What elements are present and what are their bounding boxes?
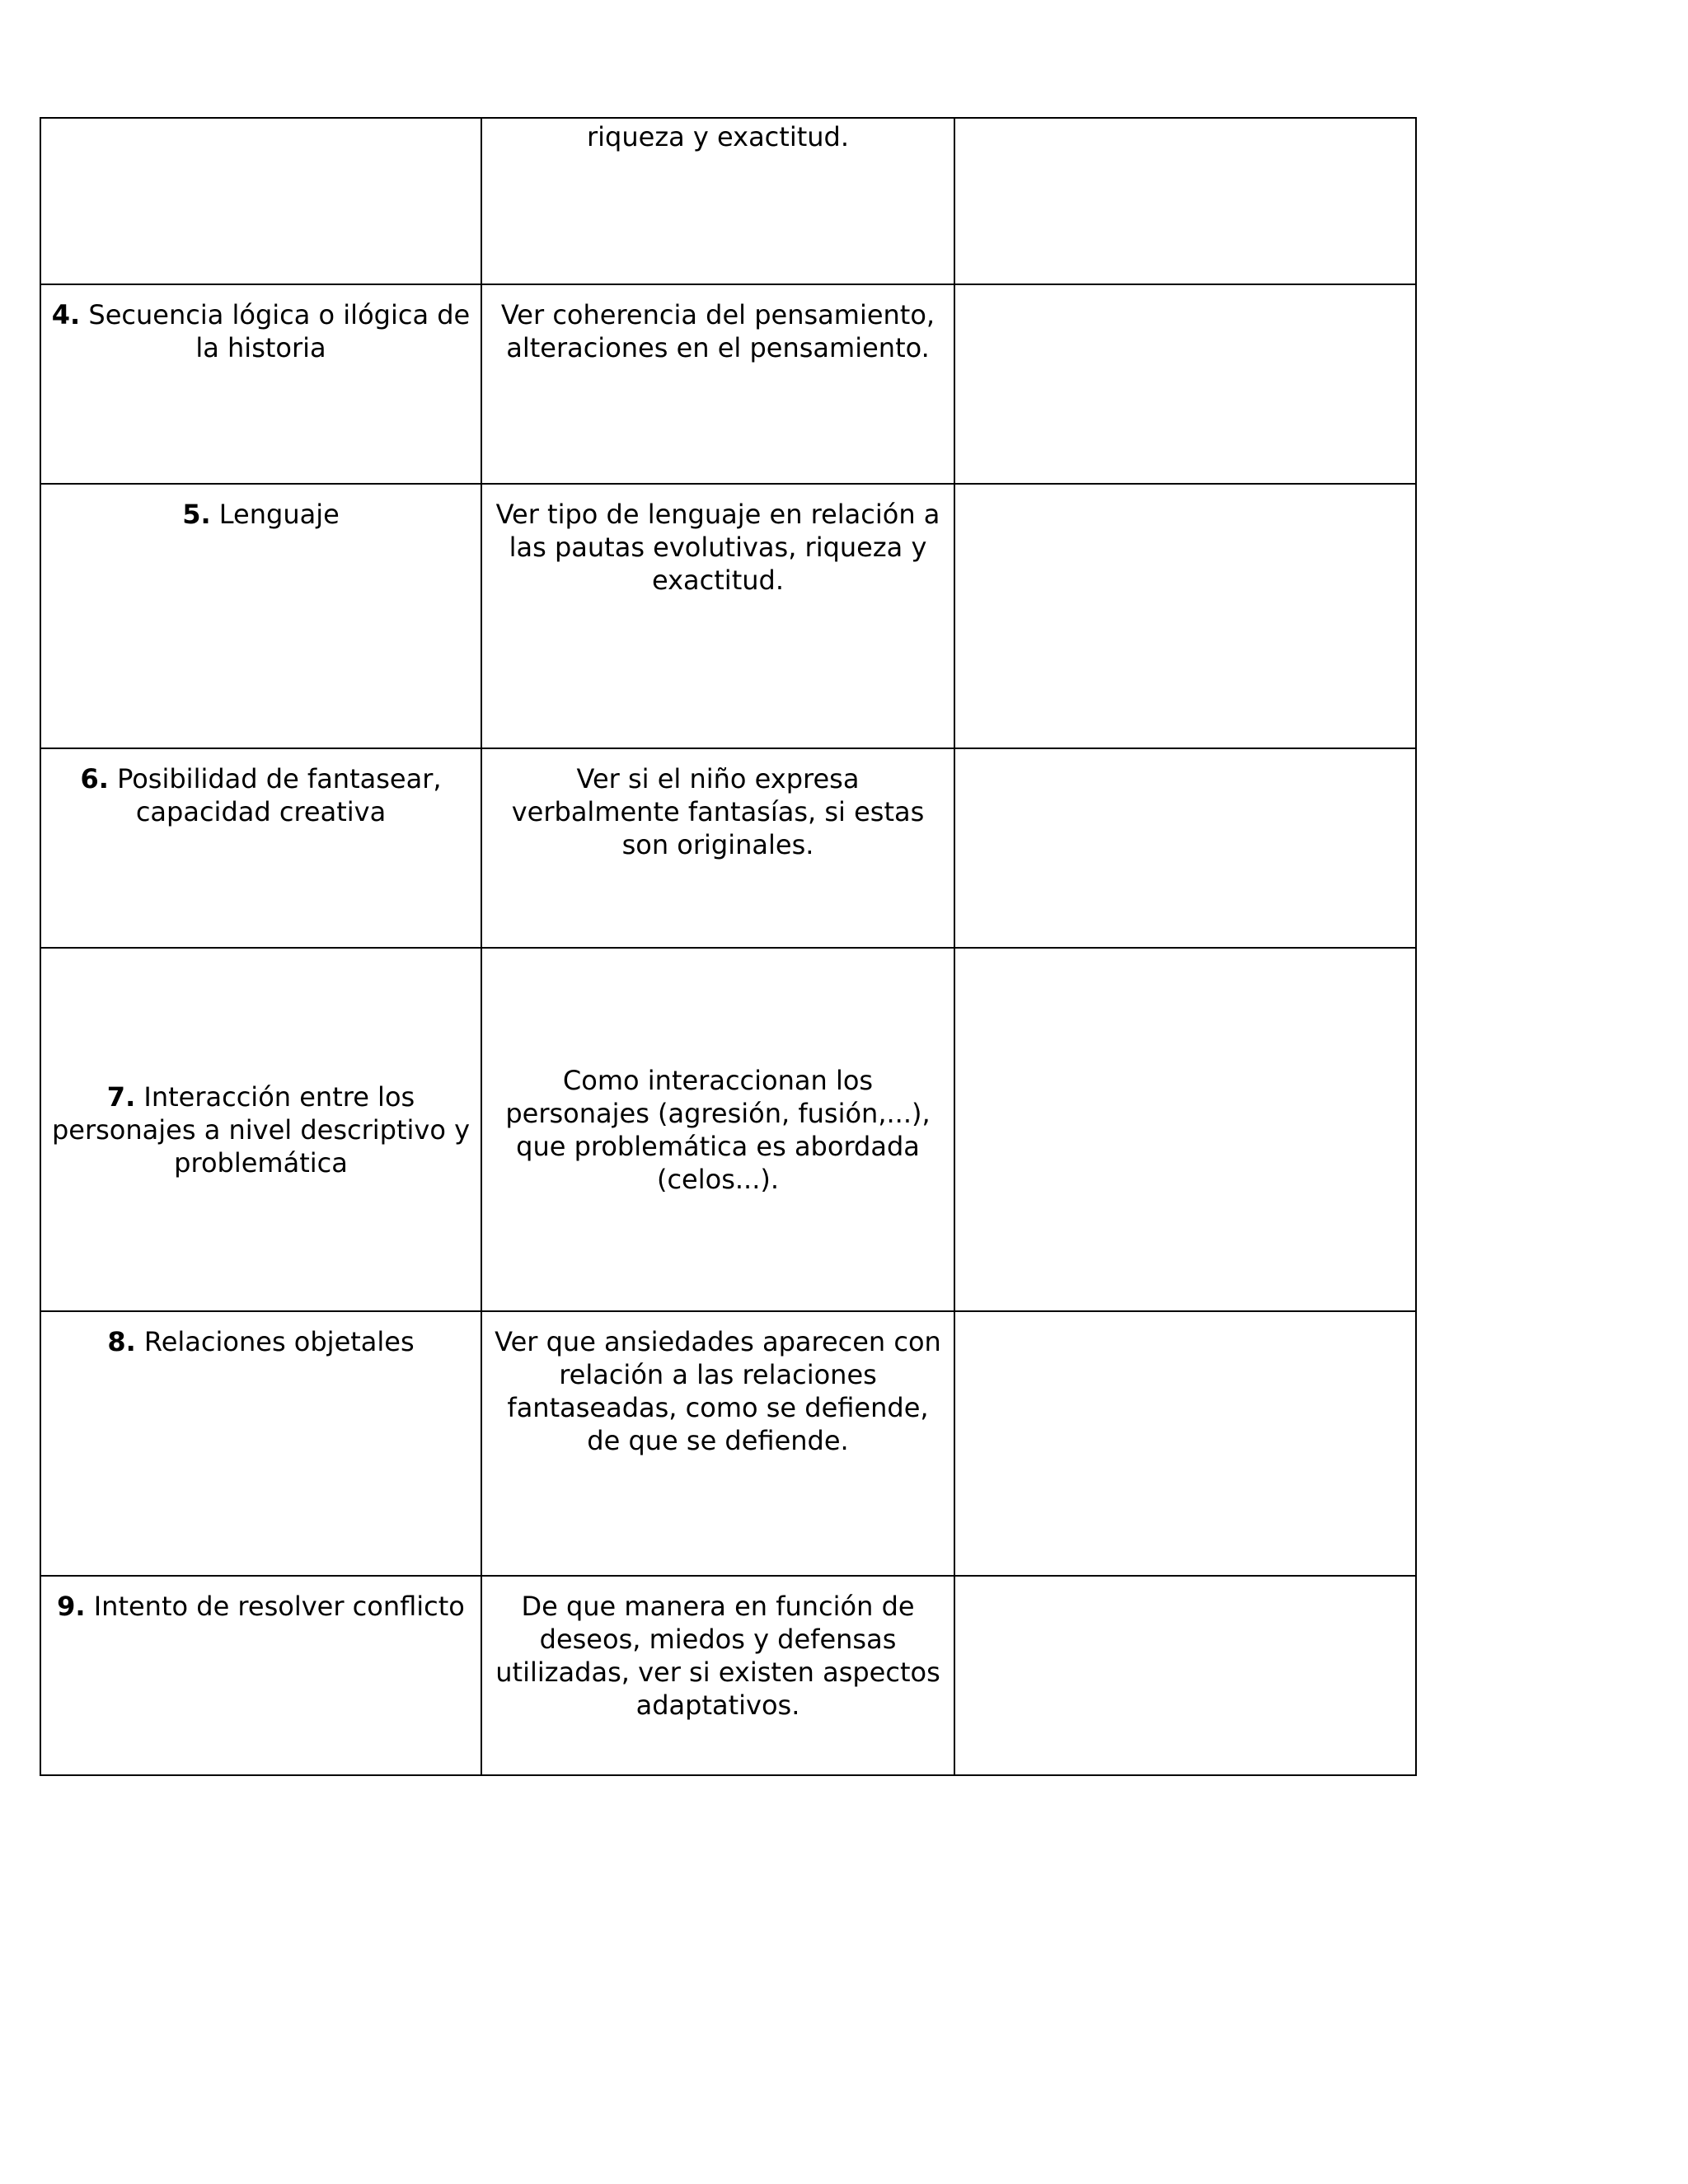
description-text: Ver si el niño expresa verbalmente fantasías, si estas son originales. xyxy=(511,763,925,860)
item-number: 8. xyxy=(107,1326,136,1357)
aspect-text: Interacción entre los personajes a nivel descriptivo y problemática xyxy=(51,1080,471,1179)
aspect-cell xyxy=(40,948,481,1311)
table-row xyxy=(40,484,1416,748)
description-text: riqueza y exactitud. xyxy=(586,121,850,152)
description-cell xyxy=(481,118,954,284)
description-text: Ver que ansiedades aparecen con relación a las relaciones fantaseadas, como se defiende, de que se defiende. xyxy=(495,1326,941,1456)
notes-cell xyxy=(954,1576,1416,1775)
notes-cell xyxy=(954,484,1416,748)
description-cell xyxy=(481,1311,954,1576)
description-cell xyxy=(481,1576,954,1775)
item-number: 5. xyxy=(182,499,211,530)
table-row xyxy=(40,948,1416,1311)
aspect-text: Relaciones objetales xyxy=(143,1326,415,1357)
description-cell xyxy=(481,748,954,948)
aspect-cell xyxy=(40,748,481,948)
aspect-cell xyxy=(40,118,481,284)
notes-cell xyxy=(954,284,1416,484)
aspect-cell xyxy=(40,484,481,748)
description-cell xyxy=(481,484,954,748)
aspect-cell xyxy=(40,1311,481,1576)
description-text: Ver tipo de lenguaje en relación a las pautas evolutivas, riqueza y exactitud. xyxy=(495,499,940,596)
table-row xyxy=(40,1311,1416,1576)
aspect-cell xyxy=(40,1576,481,1775)
item-number: 7. xyxy=(106,1080,136,1113)
aspect-text: Secuencia lógica o ilógica de la historia xyxy=(88,299,471,363)
item-number: 9. xyxy=(57,1591,86,1622)
aspect-cell xyxy=(40,284,481,484)
table-row xyxy=(40,748,1416,948)
item-number: 4. xyxy=(51,299,81,330)
item-number: 6. xyxy=(80,763,109,794)
description-text: Ver coherencia del pensamiento, alteraciones en el pensamiento. xyxy=(500,299,935,363)
notes-cell xyxy=(954,948,1416,1311)
notes-cell xyxy=(954,1311,1416,1576)
evaluation-table xyxy=(40,117,1417,1776)
description-text: Como interaccionan los personajes (agresión, fusión,...), que problemática es abordada (celos...). xyxy=(505,1064,931,1195)
table-row xyxy=(40,118,1416,284)
notes-cell xyxy=(954,748,1416,948)
aspect-text: Lenguaje xyxy=(218,499,340,530)
description-text: De que manera en función de deseos, miedos y defensas utilizadas, ver si existen aspectos adaptativos. xyxy=(495,1591,940,1721)
description-cell xyxy=(481,948,954,1311)
aspect-text: Posibilidad de fantasear, capacidad creativa xyxy=(117,763,442,827)
table-row xyxy=(40,284,1416,484)
notes-cell xyxy=(954,118,1416,284)
description-cell xyxy=(481,284,954,484)
table-row xyxy=(40,1576,1416,1775)
aspect-text: Intento de resolver conflicto xyxy=(93,1591,465,1622)
